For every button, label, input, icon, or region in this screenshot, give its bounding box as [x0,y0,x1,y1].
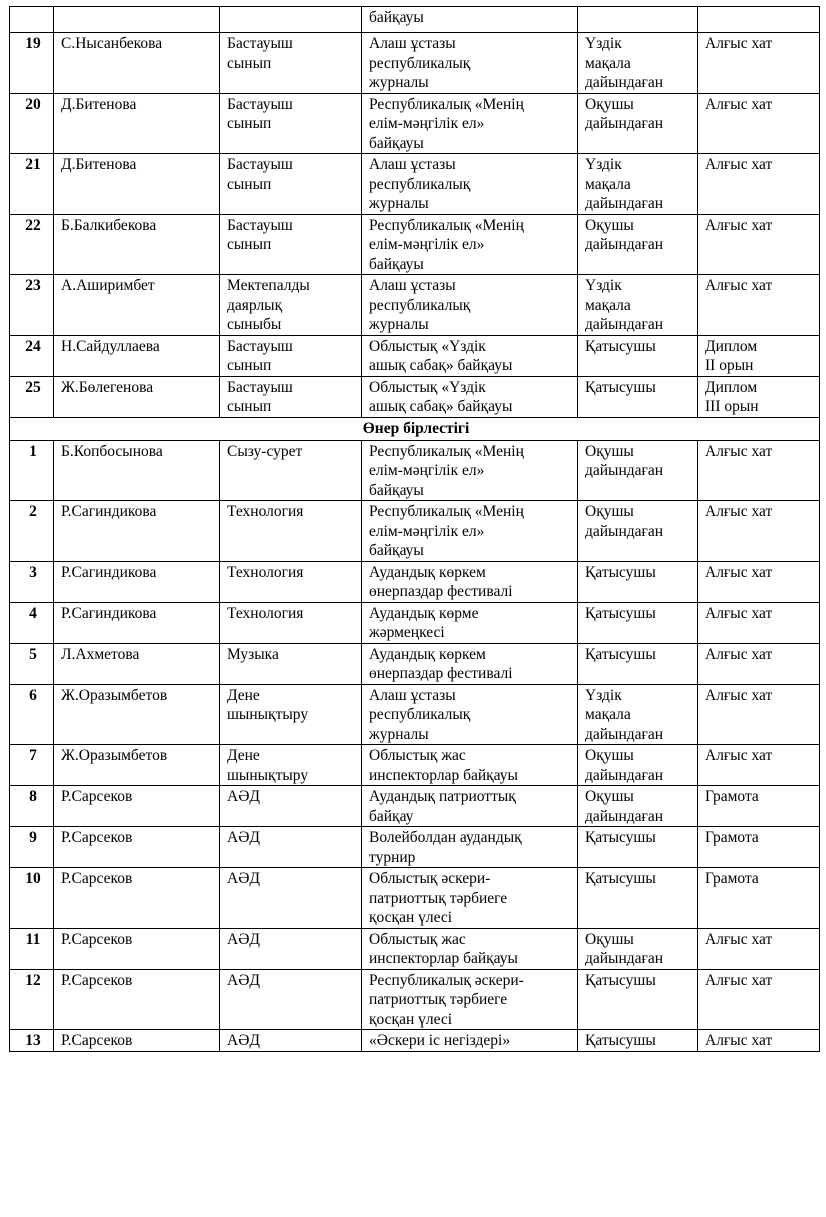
cell-num: 21 [10,154,54,215]
cell-num: 3 [10,561,54,602]
cell-role: Үздік мақала дайындаған [578,275,698,336]
cell-subject: Дене шынықтыру [220,745,362,786]
cell-role: Үздік мақала дайындаған [578,33,698,94]
cell-num: 6 [10,684,54,745]
cell-award: Алғыс хат [698,745,820,786]
cell-num: 23 [10,275,54,336]
cell-event: Республикалық әскери- патриоттық тәрбиеге қосқан үлесі [362,969,578,1030]
cell-event: Облыстық жас инспекторлар байқауы [362,745,578,786]
cell-role: Қатысушы [578,868,698,929]
cell-subject: Бастауыш сынып [220,335,362,376]
table-row [10,868,820,929]
cell-num: 20 [10,93,54,154]
table-row [10,376,820,417]
cell-subject: Бастауыш сынып [220,376,362,417]
cell-subject: АӘД [220,827,362,868]
cell-teacher-name: Р.Сагиндикова [54,561,220,602]
cell-award: Грамота [698,786,820,827]
cell-teacher-name: Р.Сарсеков [54,969,220,1030]
cell-award: Алғыс хат [698,1030,820,1052]
table-row [10,501,820,562]
cell-subject: Бастауыш сынып [220,93,362,154]
cell-role: Қатысушы [578,376,698,417]
cell-role: Үздік мақала дайындаған [578,154,698,215]
cell-event: Облыстық «Үздік ашық сабақ» байқауы [362,335,578,376]
cell-num: 9 [10,827,54,868]
cell-teacher-name: Р.Сагиндикова [54,501,220,562]
cell-event: байқауы [362,7,578,33]
cell-subject: АӘД [220,868,362,929]
cell-role: Оқушы дайындаған [578,786,698,827]
cell-teacher-name: Л.Ахметова [54,643,220,684]
awards-table [9,6,820,1052]
cell-award: Алғыс хат [698,969,820,1030]
cell-award: Диплом ІІІ орын [698,376,820,417]
cell-num: 12 [10,969,54,1030]
cell-subject: Музыка [220,643,362,684]
cell-award [698,7,820,33]
cell-event: Алаш ұстазы республикалық журналы [362,154,578,215]
cell-role: Қатысушы [578,969,698,1030]
cell-award: Алғыс хат [698,440,820,501]
cell-subject: Бастауыш сынып [220,154,362,215]
cell-num: 25 [10,376,54,417]
cell-teacher-name: Ж.Бөлегенова [54,376,220,417]
cell-num: 22 [10,214,54,275]
cell-num: 7 [10,745,54,786]
table-row [10,275,820,336]
cell-num: 2 [10,501,54,562]
cell-teacher-name: Р.Сарсеков [54,928,220,969]
cell-num: 1 [10,440,54,501]
cell-num: 13 [10,1030,54,1052]
cell-event: Республикалық «Менің елім-мәңгілік ел» байқауы [362,440,578,501]
cell-subject: Мектепалды даярлық сыныбы [220,275,362,336]
cell-role: Қатысушы [578,643,698,684]
cell-role [578,7,698,33]
table-row [10,335,820,376]
cell-event: Алаш ұстазы республикалық журналы [362,33,578,94]
cell-num: 19 [10,33,54,94]
cell-event: Алаш ұстазы республикалық журналы [362,275,578,336]
cell-award: Алғыс хат [698,928,820,969]
cell-subject: Сызу-сурет [220,440,362,501]
cell-subject: Технология [220,501,362,562]
cell-award: Грамота [698,868,820,929]
cell-teacher-name: Р.Сарсеков [54,827,220,868]
cell-event: Аудандық көркем өнерпаздар фестивалі [362,561,578,602]
cell-teacher-name: Б.Копбосынова [54,440,220,501]
cell-subject: Бастауыш сынып [220,33,362,94]
cell-num: 5 [10,643,54,684]
table-row [10,440,820,501]
cell-award: Алғыс хат [698,602,820,643]
cell-event: «Әскери іс негіздері» [362,1030,578,1052]
cell-teacher-name: Р.Сарсеков [54,868,220,929]
section-header-row [10,417,820,440]
cell-num: 8 [10,786,54,827]
cell-teacher-name: Ж.Оразымбетов [54,684,220,745]
cell-role: Қатысушы [578,335,698,376]
cell-teacher-name: Н.Сайдуллаева [54,335,220,376]
cell-award: Алғыс хат [698,501,820,562]
cell-award: Алғыс хат [698,154,820,215]
cell-teacher-name: Д.Битенова [54,154,220,215]
table-row [10,786,820,827]
table-row [10,154,820,215]
cell-teacher-name: Ж.Оразымбетов [54,745,220,786]
cell-role: Оқушы дайындаған [578,440,698,501]
table-row [10,214,820,275]
cell-award: Алғыс хат [698,275,820,336]
cell-event: Облыстық жас инспекторлар байқауы [362,928,578,969]
cell-name [54,7,220,33]
cell-event: Облыстық әскери- патриоттық тәрбиеге қосқан үлесі [362,868,578,929]
cell-role: Оқушы дайындаған [578,501,698,562]
cell-subject: АӘД [220,786,362,827]
cell-award: Алғыс хат [698,561,820,602]
table-row [10,1030,820,1052]
cell-teacher-name: С.Нысанбекова [54,33,220,94]
cell-teacher-name: Р.Сагиндикова [54,602,220,643]
cell-num: 24 [10,335,54,376]
cell-award: Алғыс хат [698,684,820,745]
cell-award: Алғыс хат [698,214,820,275]
table-row [10,827,820,868]
cell-award: Грамота [698,827,820,868]
cell-event: Республикалық «Менің елім-мәңгілік ел» байқауы [362,93,578,154]
cell-role: Қатысушы [578,827,698,868]
cell-num: 4 [10,602,54,643]
cell-role: Оқушы дайындаған [578,214,698,275]
cell-teacher-name: Р.Сарсеков [54,786,220,827]
cell-subject: АӘД [220,1030,362,1052]
cell-subject: Бастауыш сынып [220,214,362,275]
cell-event: Аудандық көркем өнерпаздар фестивалі [362,643,578,684]
cell-subject [220,7,362,33]
cell-event: Волейболдан аудандық турнир [362,827,578,868]
cell-event: Алаш ұстазы республикалық журналы [362,684,578,745]
cell-role: Үздік мақала дайындаған [578,684,698,745]
table-row [10,561,820,602]
table-row [10,928,820,969]
cell-subject: АӘД [220,928,362,969]
table-row [10,969,820,1030]
cell-subject: АӘД [220,969,362,1030]
cell-award: Алғыс хат [698,33,820,94]
cell-event: Аудандық көрме жәрмеңкесі [362,602,578,643]
cell-award: Диплом ІІ орын [698,335,820,376]
cell-num: 11 [10,928,54,969]
awards-table-body [10,7,820,1052]
cell-role: Оқушы дайындаған [578,93,698,154]
cell-subject: Технология [220,561,362,602]
cell-award: Алғыс хат [698,643,820,684]
cell-role: Қатысушы [578,1030,698,1052]
cell-teacher-name: А.Аширимбет [54,275,220,336]
cell-event: Облыстық «Үздік ашық сабақ» байқауы [362,376,578,417]
cell-event: Республикалық «Менің елім-мәңгілік ел» байқауы [362,501,578,562]
table-row [10,745,820,786]
cell-award: Алғыс хат [698,93,820,154]
cell-role: Оқушы дайындаған [578,745,698,786]
cell-teacher-name: Р.Сарсеков [54,1030,220,1052]
table-row-partial [10,7,820,33]
cell-num: 10 [10,868,54,929]
section-title: Өнер бірлестігі [10,417,820,440]
cell-num [10,7,54,33]
cell-subject: Дене шынықтыру [220,684,362,745]
table-row [10,33,820,94]
cell-teacher-name: Б.Балкибекова [54,214,220,275]
table-row [10,602,820,643]
table-row [10,93,820,154]
table-row [10,643,820,684]
cell-role: Қатысушы [578,602,698,643]
cell-role: Оқушы дайындаған [578,928,698,969]
cell-teacher-name: Д.Битенова [54,93,220,154]
cell-event: Аудандық патриоттық байқау [362,786,578,827]
cell-subject: Технология [220,602,362,643]
cell-event: Республикалық «Менің елім-мәңгілік ел» байқауы [362,214,578,275]
table-row [10,684,820,745]
cell-role: Қатысушы [578,561,698,602]
